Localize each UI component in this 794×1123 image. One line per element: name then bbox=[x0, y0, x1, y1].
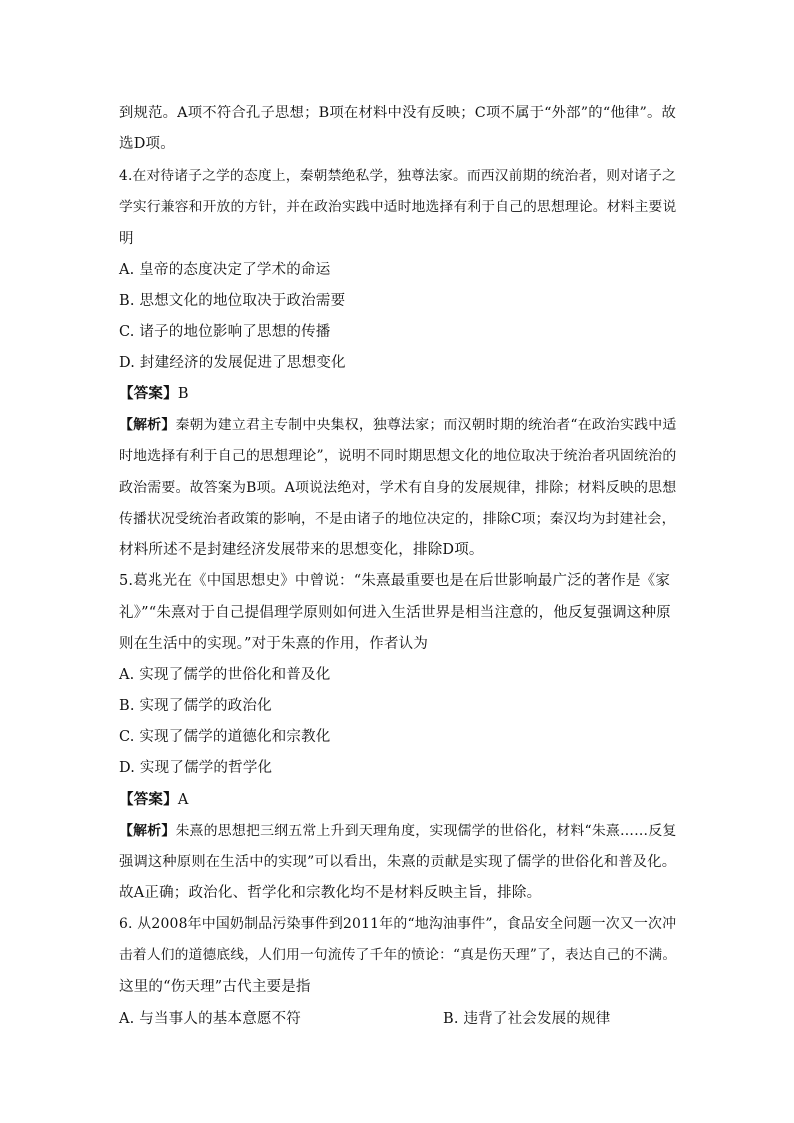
option-a: A. 皇帝的态度决定了学术的命运 bbox=[119, 262, 331, 278]
analysis-line: 政治需要。故答案为B项。A项说法绝对，学术有自身的发展规律，排除；材料反映的思想 bbox=[119, 480, 677, 496]
text-line: 选D项。 bbox=[119, 136, 175, 152]
question-stem-line: 4.在对待诸子之学的态度上，秦朝禁绝私学，独尊法家。而西汉前期的统治者，则对诸子之 bbox=[119, 168, 676, 184]
analysis-text: 秦朝为建立君主专制中央集权，独尊法家；而汉朝时期的统治者“在政治实践中适 bbox=[175, 417, 677, 433]
analysis-tag: 【解析】 bbox=[119, 823, 176, 839]
option-b: B. 实现了儒学的政治化 bbox=[119, 698, 272, 714]
question-stem-line: 明 bbox=[119, 231, 134, 247]
option-b: B. 违背了社会发展的规律 bbox=[443, 1011, 611, 1027]
answer-line bbox=[119, 384, 679, 404]
question-stem-line: 6. 从2008年中国奶制品污染事件到2011年的“地沟油事件”，食品安全问题一次又一次冲 bbox=[119, 916, 677, 932]
option-c: C. 诸子的地位影响了思想的传播 bbox=[119, 324, 331, 340]
option-a: A. 与当事人的基本意愿不符 bbox=[119, 1011, 301, 1027]
option-c: C. 实现了儒学的道德化和宗教化 bbox=[119, 729, 331, 745]
analysis-line bbox=[119, 821, 679, 841]
option-b: B. 思想文化的地位取决于政治需要 bbox=[119, 293, 346, 309]
question-stem-line: 这里的“伤天理”古代主要是指 bbox=[119, 979, 311, 995]
answer-line bbox=[119, 790, 679, 810]
analysis-text: 朱熹的思想把三纲五常上升到天理角度，实现儒学的世俗化，材料“朱熹……反复 bbox=[175, 823, 677, 839]
answer-value: B bbox=[177, 386, 189, 402]
answer-tag: 【答案】 bbox=[119, 385, 178, 402]
question-stem-line: 学实行兼容和开放的方针，并在政治实践中适时地选择有利于自己的思想理论。材料主要说 bbox=[119, 199, 677, 215]
analysis-line: 强调这种原则在生活中的实现”可以看出，朱熹的贡献是实现了儒学的世俗化和普及化。 bbox=[119, 854, 677, 870]
analysis-line bbox=[119, 415, 679, 435]
analysis-line: 材料所述不是封建经济发展带来的思想变化，排除D项。 bbox=[119, 542, 484, 558]
analysis-tag: 【解析】 bbox=[119, 417, 176, 433]
option-d: D. 封建经济的发展促进了思想变化 bbox=[119, 355, 346, 371]
answer-tag: 【答案】 bbox=[119, 791, 178, 808]
option-a: A. 实现了儒学的世俗化和普及化 bbox=[119, 667, 331, 683]
question-stem-line: 击着人们的道德底线，人们用一句流传了千年的愤论：“真是伤天理”了，表达自己的不满。 bbox=[119, 947, 677, 963]
text-line: 到规范。A项不符合孔子思想；B项在材料中没有反映；C项不属于“外部”的“他律”。故 bbox=[119, 105, 677, 121]
analysis-line: 传播状况受统治者政策的影响，不是由诸子的地位决定的，排除C项；秦汉均为封建社会， bbox=[119, 511, 676, 527]
question-stem-line: 礼》”“朱熹对于自己提倡理学原则如何进入生活世界是相当注意的，他反复强调这种原 bbox=[119, 605, 671, 621]
question-stem-line: 则在生活中的实现。”对于朱熹的作用，作者认为 bbox=[119, 636, 429, 652]
answer-value: A bbox=[177, 792, 189, 808]
option-d: D. 实现了儒学的哲学化 bbox=[119, 760, 273, 776]
analysis-line: 故A正确；政治化、哲学化和宗教化均不是材料反映主旨，排除。 bbox=[119, 885, 542, 901]
question-stem-line: 5.葛兆光在《中国思想史》中曾说：“朱熹最重要也是在后世影响最广泛的著作是《家 bbox=[119, 573, 671, 589]
analysis-line: 时地选择有利于自己的思想理论”，说明不同时期思想文化的地位取决于统治者巩固统治的 bbox=[119, 448, 677, 464]
